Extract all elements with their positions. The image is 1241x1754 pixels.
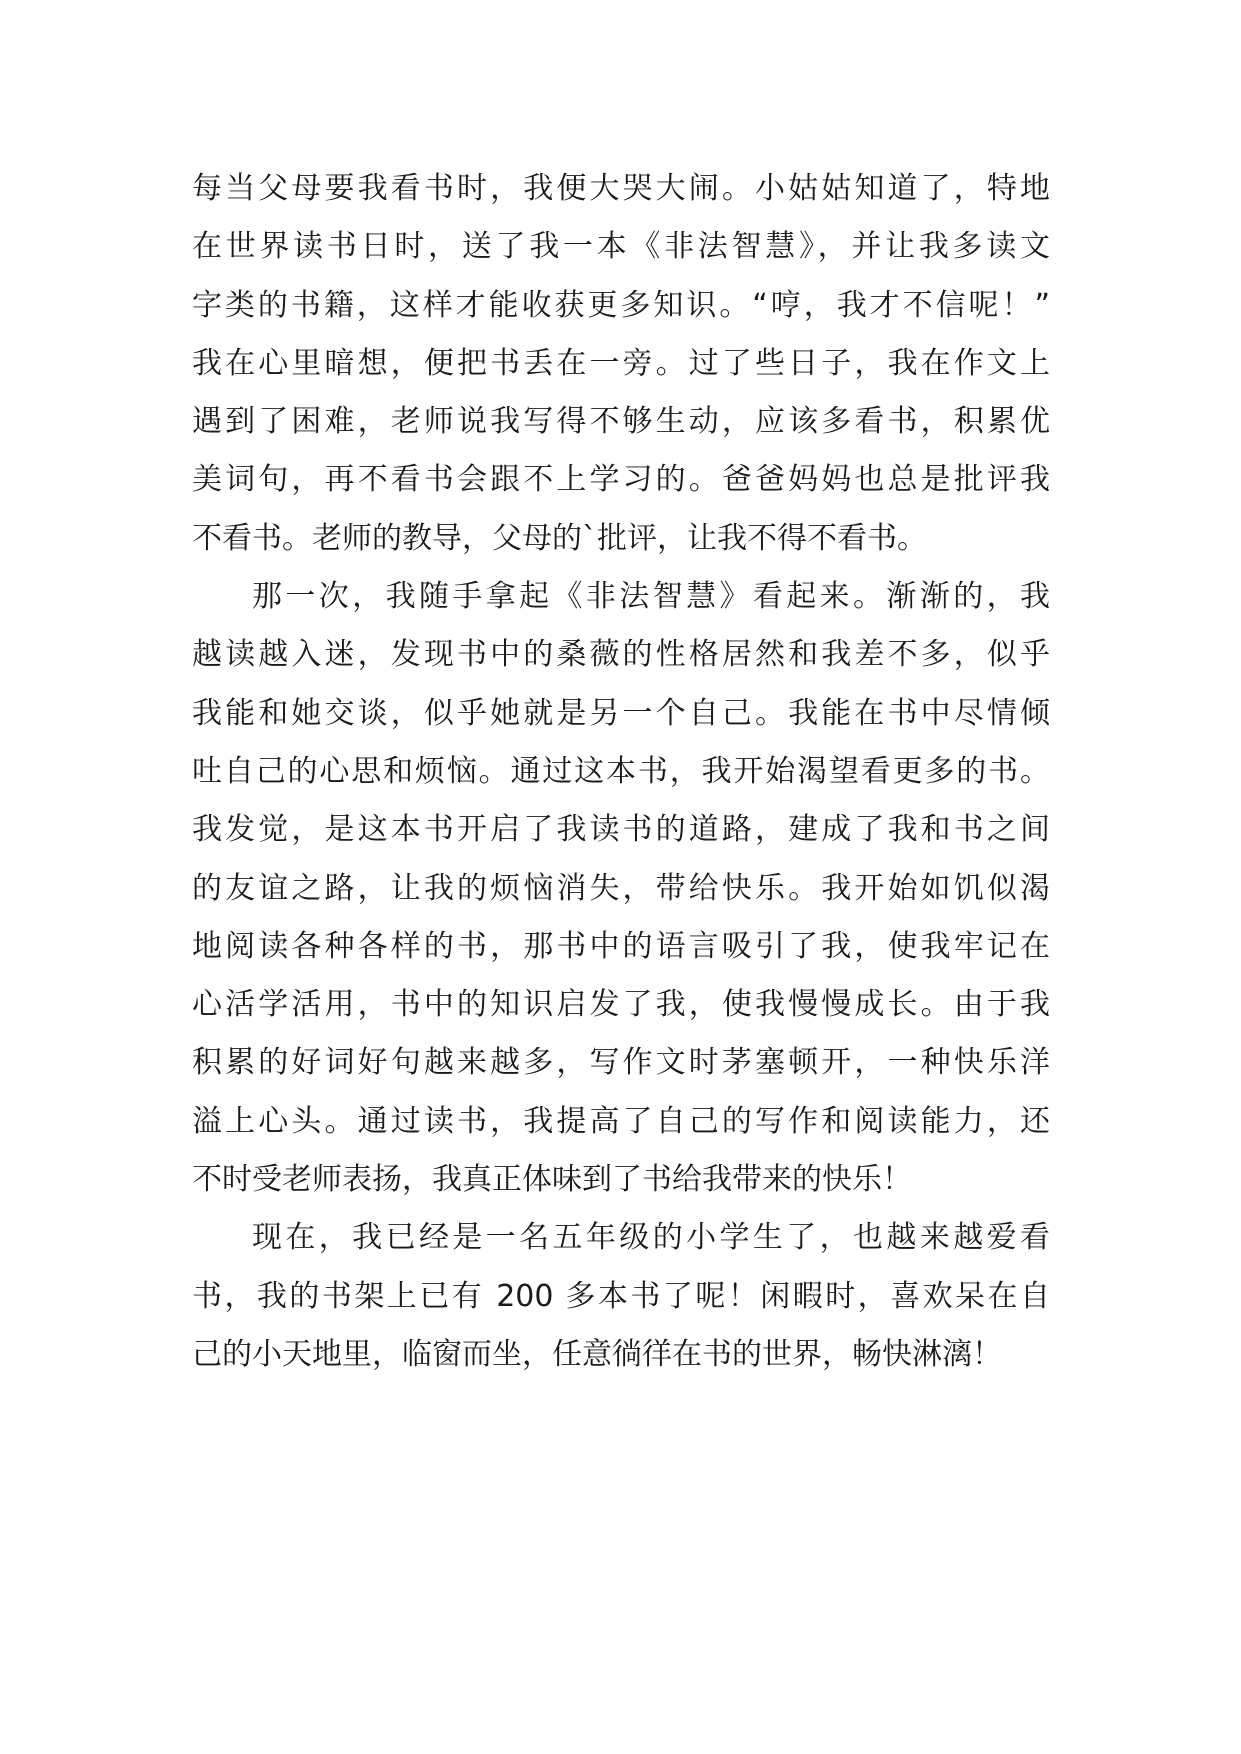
text-line: 溢上心头。通过读书，我提高了自己的写作和阅读能力，还 (192, 1103, 1050, 1139)
text-line: 现在，我已经是一名五年级的小学生了，也越来越爱看 (252, 1220, 1050, 1256)
text-line: 我在心里暗想，便把书丢在一旁。过了些日子，我在作文上 (192, 345, 1050, 381)
paragraph-1 (192, 160, 1050, 568)
text-line: 每当父母要我看书时，我便大哭大闹。小姑姑知道了，特地 (192, 171, 1050, 206)
text-line: 心活学活用，书中的知识启发了我，使我慢慢成长。由于我 (192, 987, 1050, 1023)
text-line: 我发觉，是这本书开启了我读书的道路，建成了我和书之间 (192, 812, 1050, 848)
document-body (192, 160, 1050, 1384)
text-line: 在世界读书日时，送了我一本《非法智慧》，并让我多读文 (192, 229, 1050, 265)
paragraph-2 (192, 568, 1050, 1209)
text-line: 遇到了困难，老师说我写得不够生动，应该多看书，积累优 (192, 404, 1050, 440)
text-line: 积累的好词好句越来越多，写作文时茅塞顿开，一种快乐洋 (192, 1045, 1050, 1081)
text-line: 美词句，再不看书会跟不上学习的。爸爸妈妈也总是批评我 (192, 462, 1050, 498)
text-line: 书，我的书架上已有 200 多本书了呢！闲暇时，喜欢呆在自 (192, 1278, 1050, 1314)
paragraph-3 (192, 1209, 1050, 1384)
text-line: 地阅读各种各样的书，那书中的语言吸引了我，使我牢记在 (192, 928, 1050, 964)
text-line: 吐自己的心思和烦恼。通过这本书，我开始渴望看更多的书。 (192, 753, 1050, 789)
text-line: 的友谊之路，让我的烦恼消失，带给快乐。我开始如饥似渴 (192, 870, 1050, 906)
text-line: 越读越入迷，发现书中的桑薇的性格居然和我差不多，似乎 (192, 637, 1050, 673)
text-line: 我能和她交谈，似乎她就是另一个自己。我能在书中尽情倾 (192, 695, 1050, 731)
text-line: 那一次，我随手拿起《非法智慧》看起来。渐渐的，我 (252, 579, 1050, 615)
text-line: 己的小天地里，临窗而坐，任意徜徉在书的世界，畅快淋漓！ (192, 1336, 1002, 1372)
text-line: 不时受老师表扬，我真正体味到了书给我带来的快乐！ (192, 1162, 912, 1198)
text-line: 字类的书籍，这样才能收获更多知识。“哼，我才不信呢！” (192, 287, 1050, 323)
text-line: 不看书。老师的教导，父母的`批评，让我不得不看书。 (192, 520, 927, 556)
